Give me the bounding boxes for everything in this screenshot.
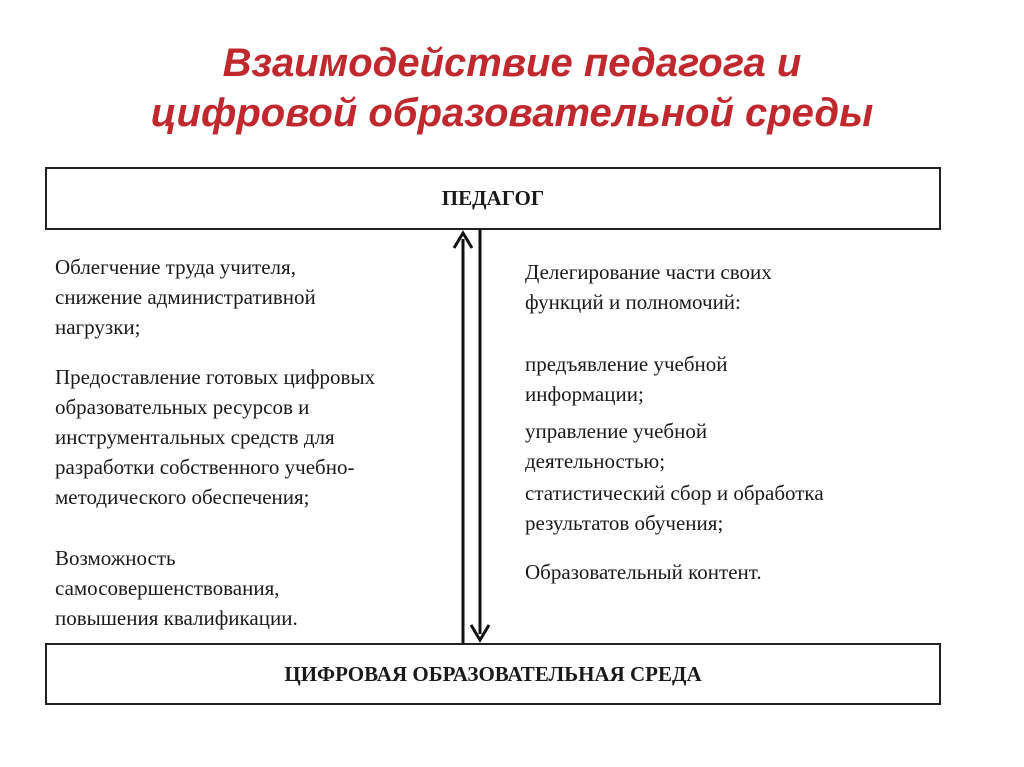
left-item-2: Предоставление готовых цифровых образовательных ресурсов и инструментальных средств для разработки собственного учебно- методического обеспечения; (55, 365, 376, 509)
right-item-4: статистический сбор и обработка результатов обучения; (525, 481, 824, 535)
left-item-3: Возможность самосовершенствования, повышения квалификации. (55, 546, 298, 630)
right-item-2: предъявление учебной информации; (525, 352, 728, 406)
digital-environment-box: ЦИФРОВАЯ ОБРАЗОВАТЕЛЬНАЯ СРЕДА (45, 643, 941, 705)
slide-title-line2: цифровой образовательной среды (150, 91, 874, 135)
left-item-1: Облегчение труда учителя, снижение административной нагрузки; (55, 255, 316, 339)
slide-title-line1: Взаимодействие педагога и (222, 41, 802, 85)
teacher-box: ПЕДАГОГ (45, 167, 941, 230)
right-item-1: Делегирование части своих функций и полномочий: (525, 260, 772, 314)
right-item-3: управление учебной деятельностью; (525, 419, 708, 473)
right-item-5: Образовательный контент. (525, 560, 762, 584)
